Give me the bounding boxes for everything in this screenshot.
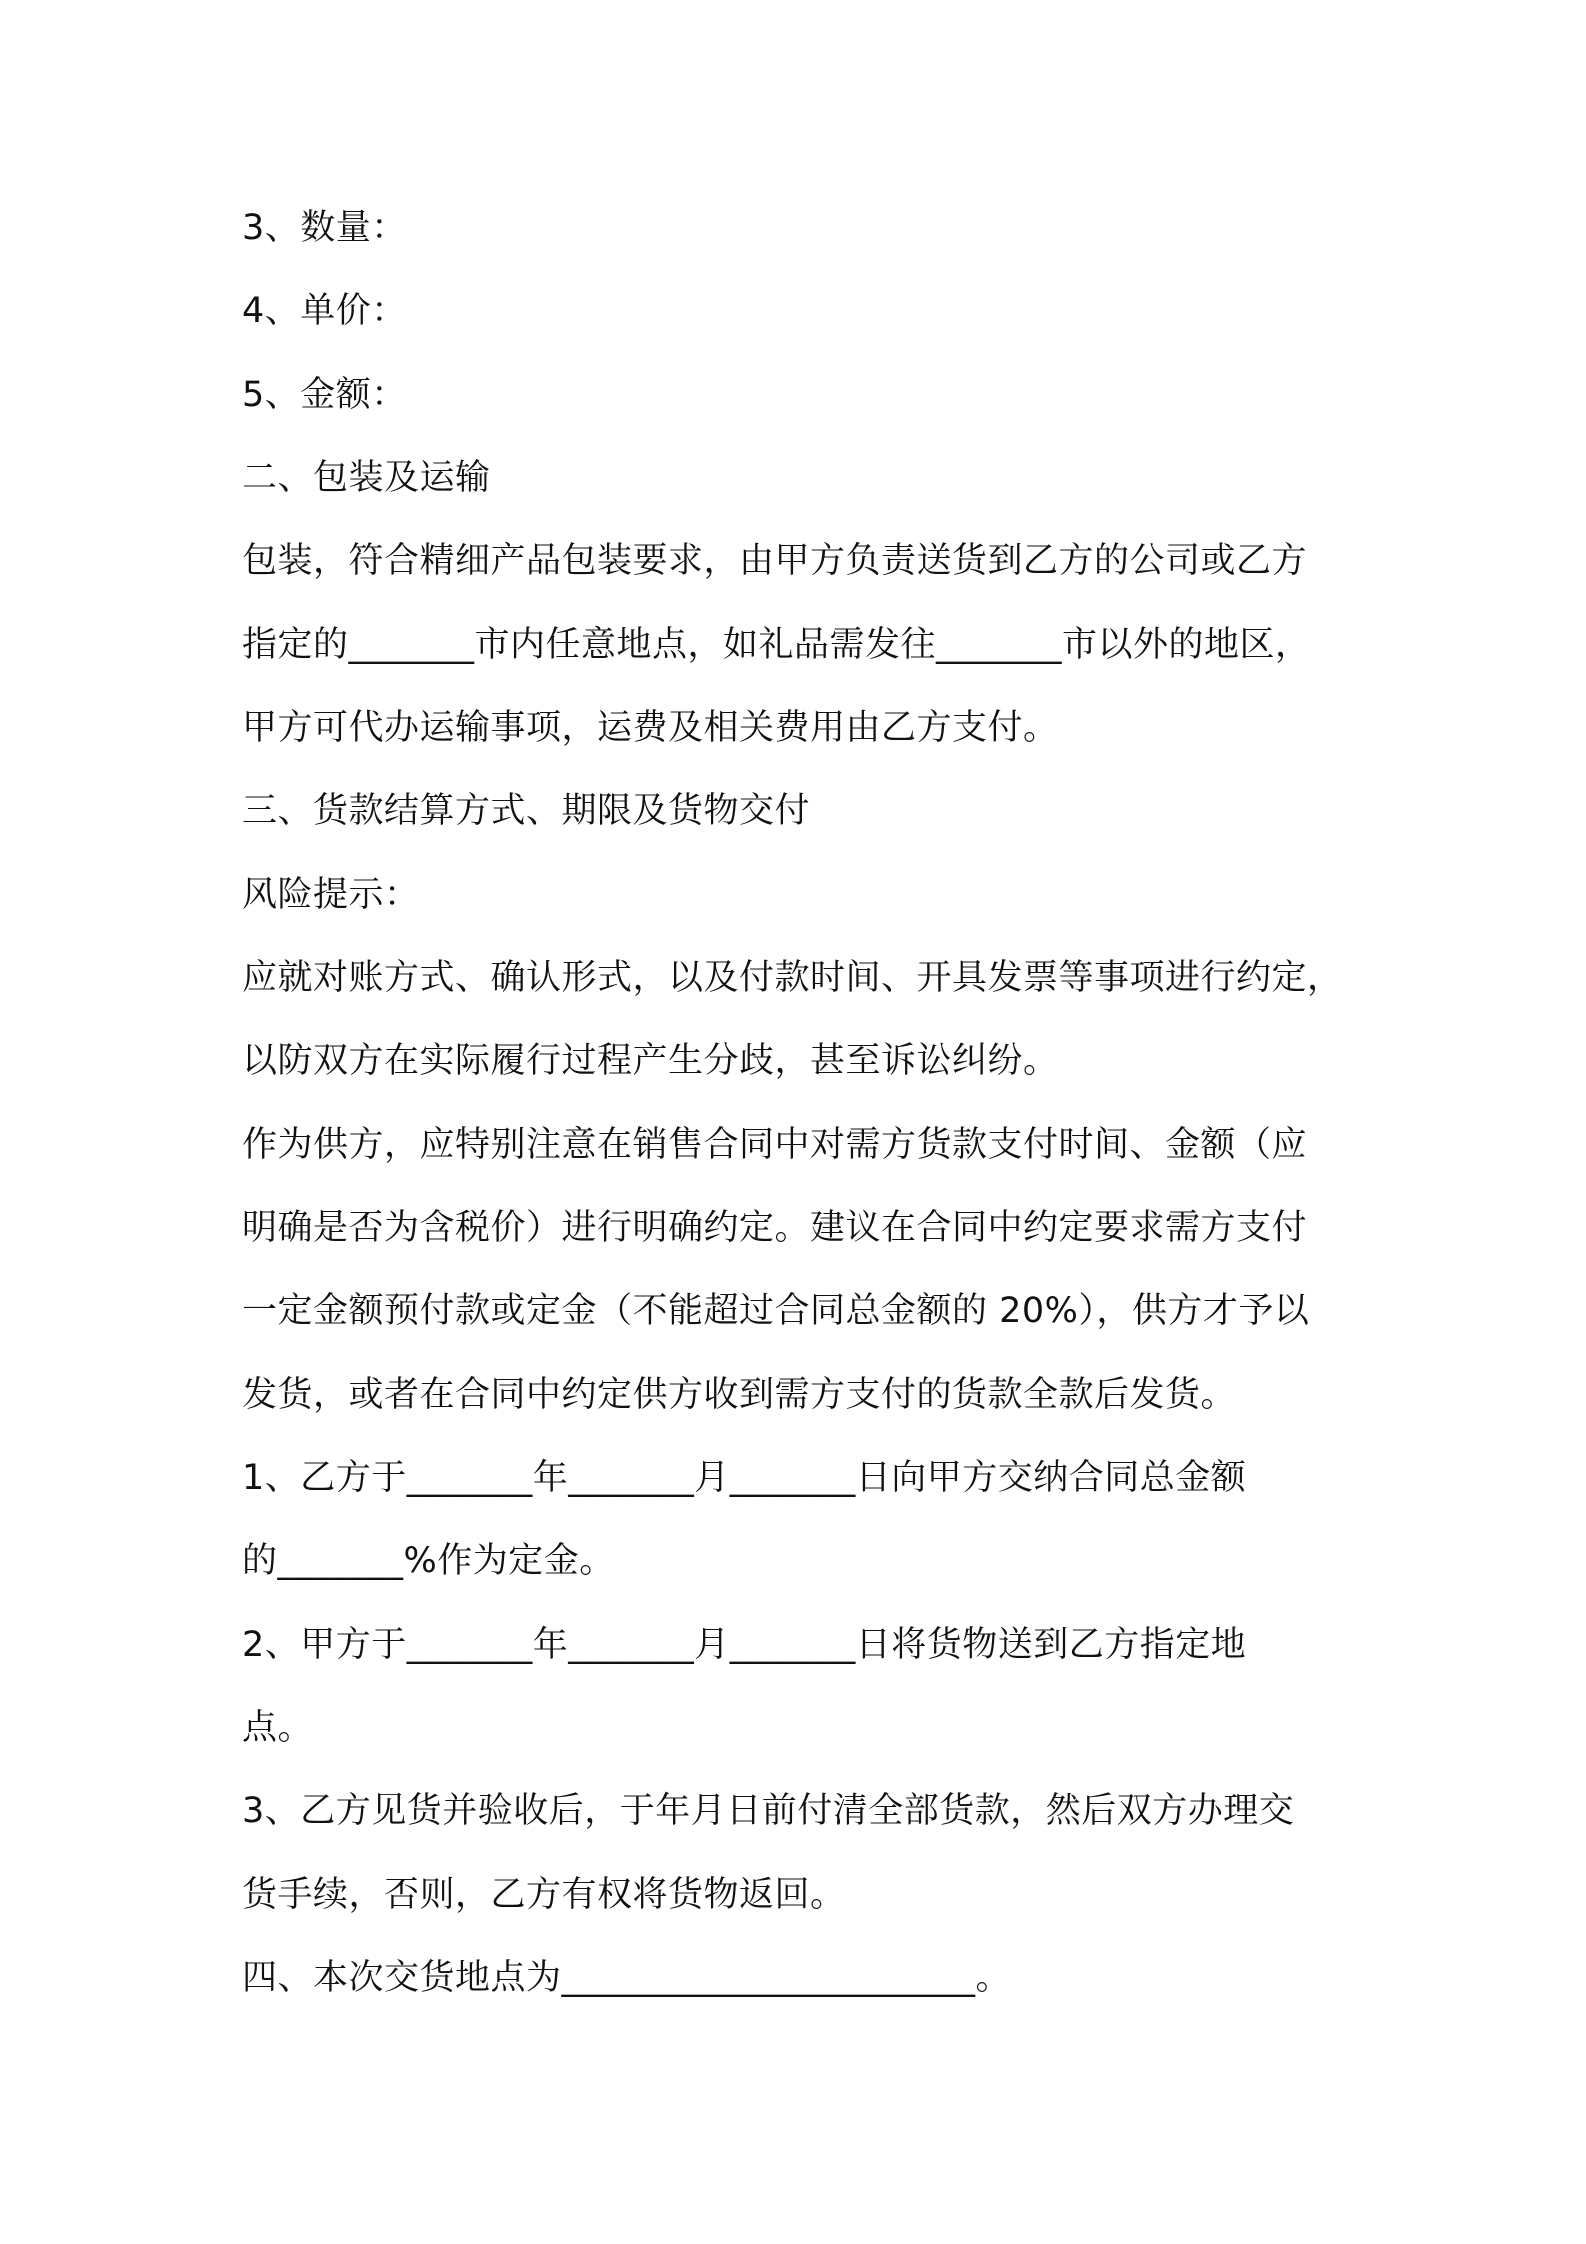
paragraph-line: 包装，符合精细产品包装要求，由甲方负责送货到乙方的公司或乙方 (242, 541, 1308, 581)
clause-1: 1、乙方于_______年_______月_______日向甲方交纳合同总金额 (242, 1458, 1247, 1498)
clause-3-continued: 货手续，否则，乙方有权将货物返回。 (242, 1875, 846, 1915)
paragraph-line: 明确是否为含税价）进行明确约定。建议在合同中约定要求需方支付 (242, 1208, 1308, 1248)
item-amount: 5、金额： (242, 375, 407, 415)
section-heading-payment: 三、货款结算方式、期限及货物交付 (242, 791, 811, 831)
item-unit-price: 4、单价： (242, 291, 407, 331)
paragraph-line: 甲方可代办运输事项，运费及相关费用由乙方支付。 (242, 708, 1059, 748)
clause-1-continued: 的_______%作为定金。 (242, 1541, 615, 1581)
paragraph-line: 以防双方在实际履行过程产生分歧，甚至诉讼纠纷。 (242, 1041, 1059, 1081)
item-quantity: 3、数量： (242, 208, 407, 248)
section-heading-packaging: 二、包装及运输 (242, 458, 491, 498)
paragraph-line: 发货，或者在合同中约定供方收到需方支付的货款全款后发货。 (242, 1375, 1237, 1415)
paragraph-line: 一定金额预付款或定金（不能超过合同总金额的 20%），供方才予以 (242, 1291, 1310, 1331)
risk-notice-label: 风险提示： (242, 875, 420, 915)
clause-2-continued: 点。 (242, 1708, 314, 1748)
paragraph-line: 作为供方，应特别注意在销售合同中对需方货款支付时间、金额（应 (242, 1125, 1308, 1165)
clause-2: 2、甲方于_______年_______月_______日将货物送到乙方指定地 (242, 1625, 1247, 1665)
paragraph-line: 应就对账方式、确认形式，以及付款时间、开具发票等事项进行约定， (242, 958, 1343, 998)
section-heading-delivery-location: 四、本次交货地点为_______________________。 (242, 1958, 1012, 1998)
paragraph-line: 指定的_______市内任意地点，如礼品需发往_______市以外的地区， (242, 625, 1311, 665)
clause-3: 3、乙方见货并验收后，于年月日前付清全部货款，然后双方办理交 (242, 1791, 1295, 1831)
